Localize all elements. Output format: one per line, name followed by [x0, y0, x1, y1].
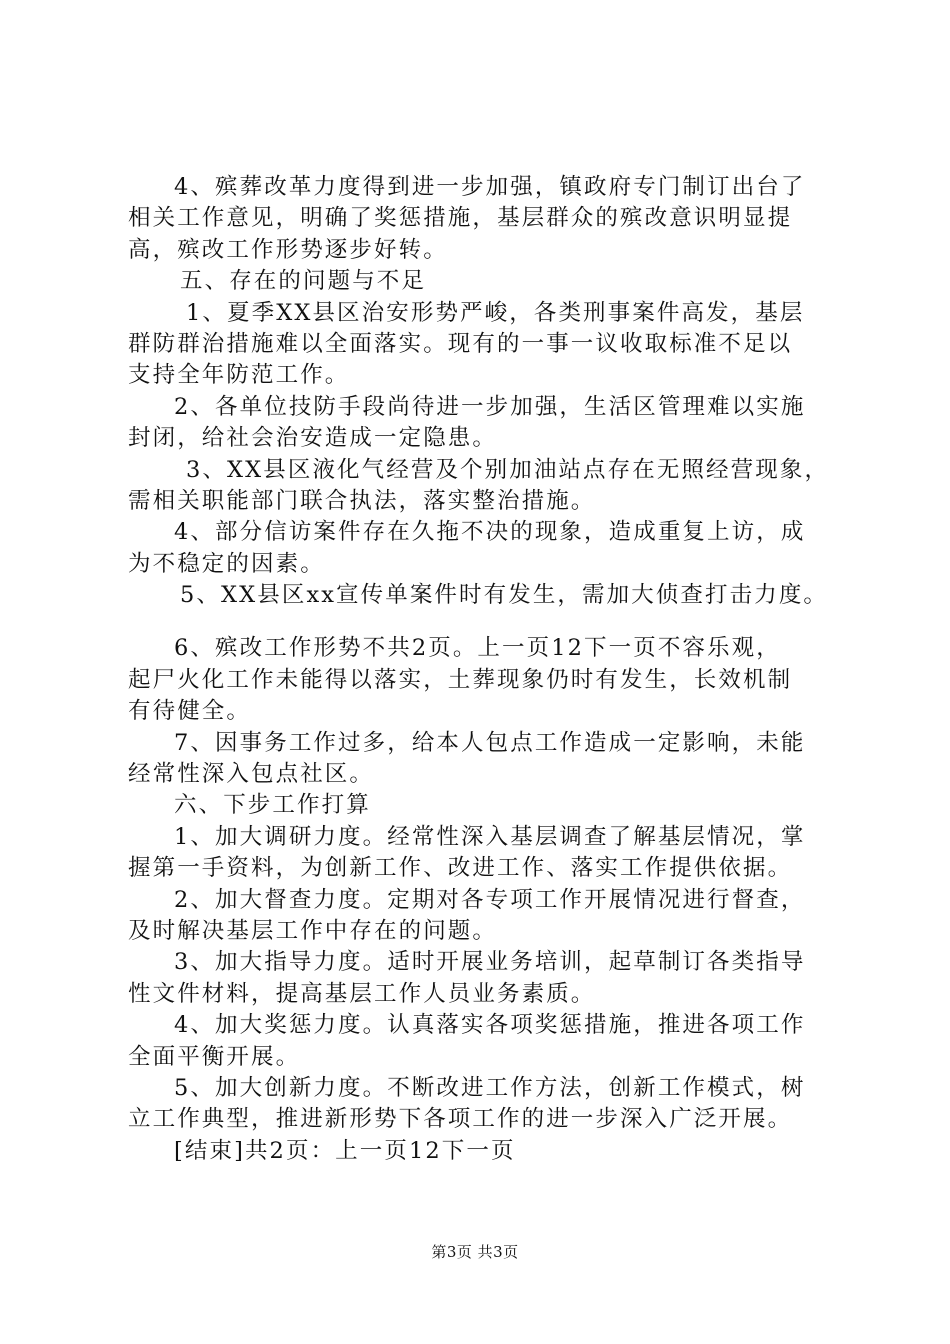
- paragraph-line: 3、XX县区液化气经营及个别加油站点存在无照经营现象，: [186, 456, 830, 483]
- section-heading: 六、下步工作打算: [174, 792, 371, 819]
- paragraph-line: 1、夏季XX县区治安形势严峻，各类刑事案件高发，基层: [186, 299, 805, 326]
- paragraph-line: 2、各单位技防手段尚待进一步加强，生活区管理难以实施: [174, 393, 806, 420]
- paragraph-gap: [128, 611, 848, 633]
- document-body: [128, 172, 848, 1167]
- paragraph-line: 封闭，给社会治安造成一定隐患。: [128, 425, 498, 452]
- paragraph-line: 高，殡改工作形势逐步好转。: [128, 236, 448, 263]
- section-heading: 五、存在的问题与不足: [180, 268, 427, 295]
- paragraph-line: 立工作典型，推进新形势下各项工作的进一步深入广泛开展。: [128, 1106, 793, 1133]
- paragraph-line: 有待健全。: [128, 698, 252, 725]
- paragraph-line: 经常性深入包点社区。: [128, 761, 375, 788]
- paragraph-line: 全面平衡开展。: [128, 1043, 301, 1070]
- paragraph-line: 7、因事务工作过多，给本人包点工作造成一定影响，未能: [174, 729, 806, 756]
- paragraph-line: 4、部分信访案件存在久拖不决的现象，造成重复上访，成: [174, 519, 806, 546]
- paragraph-line: 起尸火化工作未能得以落实，土葬现象仍时有发生，长效机制: [128, 666, 793, 693]
- paragraph-line: 6、殡改工作形势不共2页。上一页12下一页不容乐观，: [174, 635, 781, 662]
- paragraph-line: 2、加大督查力度。定期对各专项工作开展情况进行督查，: [174, 886, 806, 913]
- paragraph-line: 3、加大指导力度。适时开展业务培训，起草制订各类指导: [174, 949, 806, 976]
- paragraph-line: 握第一手资料，为创新工作、改进工作、落实工作提供依据。: [128, 855, 793, 882]
- paragraph-line: 支持全年防范工作。: [128, 362, 350, 389]
- paragraph-line: 4、加大奖惩力度。认真落实各项奖惩措施，推进各项工作: [174, 1012, 806, 1039]
- paragraph-line: 5、XX县区xx宣传单案件时有发生，需加大侦查打击力度。: [180, 582, 829, 609]
- paragraph-line: 需相关职能部门联合执法，落实整治措施。: [128, 487, 596, 514]
- paragraph-line: 性文件材料，提高基层工作人员业务素质。: [128, 980, 596, 1007]
- paragraph-line: 相关工作意见，明确了奖惩措施，基层群众的殡改意识明显提: [128, 205, 793, 232]
- paragraph-line: 5、加大创新力度。不断改进工作方法，创新工作模式，树: [174, 1074, 806, 1101]
- paragraph-line: 4、殡葬改革力度得到进一步加强，镇政府专门制订出台了: [174, 174, 806, 200]
- pagination-line: [结束]共2页：上一页12下一页: [174, 1137, 516, 1164]
- paragraph-line: 及时解决基层工作中存在的问题。: [128, 917, 498, 944]
- paragraph-line: 1、加大调研力度。经常性深入基层调查了解基层情况，掌: [174, 823, 806, 850]
- paragraph-line: 为不稳定的因素。: [128, 550, 325, 577]
- paragraph-line: 群防群治措施难以全面落实。现有的一事一议收取标准不足以: [128, 330, 793, 357]
- page-number-footer: 第3页 共3页: [431, 1243, 519, 1261]
